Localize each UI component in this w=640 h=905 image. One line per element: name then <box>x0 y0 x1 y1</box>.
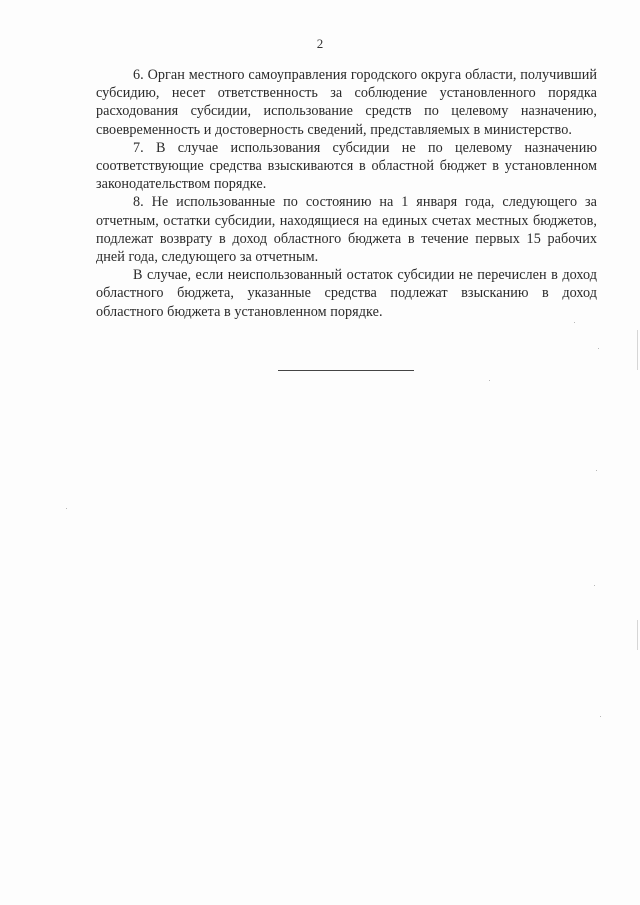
paragraph-8-continuation: В случае, если неиспользованный остаток субсидии не перечислен в доход областного бюджета, указанные средства подлежат взысканию в доход областного бюджета в установленном порядке. <box>96 267 597 320</box>
page-number: 2 <box>316 36 324 51</box>
paragraph-8: 8. Не использованные по состоянию на 1 января года, следующего за отчетным, остатки субсидии, находящиеся на единых счетах местных бюджетов, подлежат возврату в доход областного бюджета в течение первых 15 рабочих дней года, следующего за отчетным. <box>96 194 597 266</box>
scan-edge-mark <box>637 330 638 370</box>
paragraph-6: 6. Орган местного самоуправления городского округа области, получивший субсидию, несет ответственность за соблюдение установленного порядка расходования субсидии, использование средств по целевому назначению, своевременность и достоверность сведений, представляемых в министерство. <box>96 67 597 138</box>
paragraph-7: 7. В случае использования субсидии не по целевому назначению соответствующие средства взыскиваются в областной бюджет в установленном законодательством порядке. <box>96 139 597 193</box>
end-separator-line <box>278 370 414 371</box>
document-body <box>96 66 597 321</box>
scan-edge-mark <box>637 620 638 650</box>
